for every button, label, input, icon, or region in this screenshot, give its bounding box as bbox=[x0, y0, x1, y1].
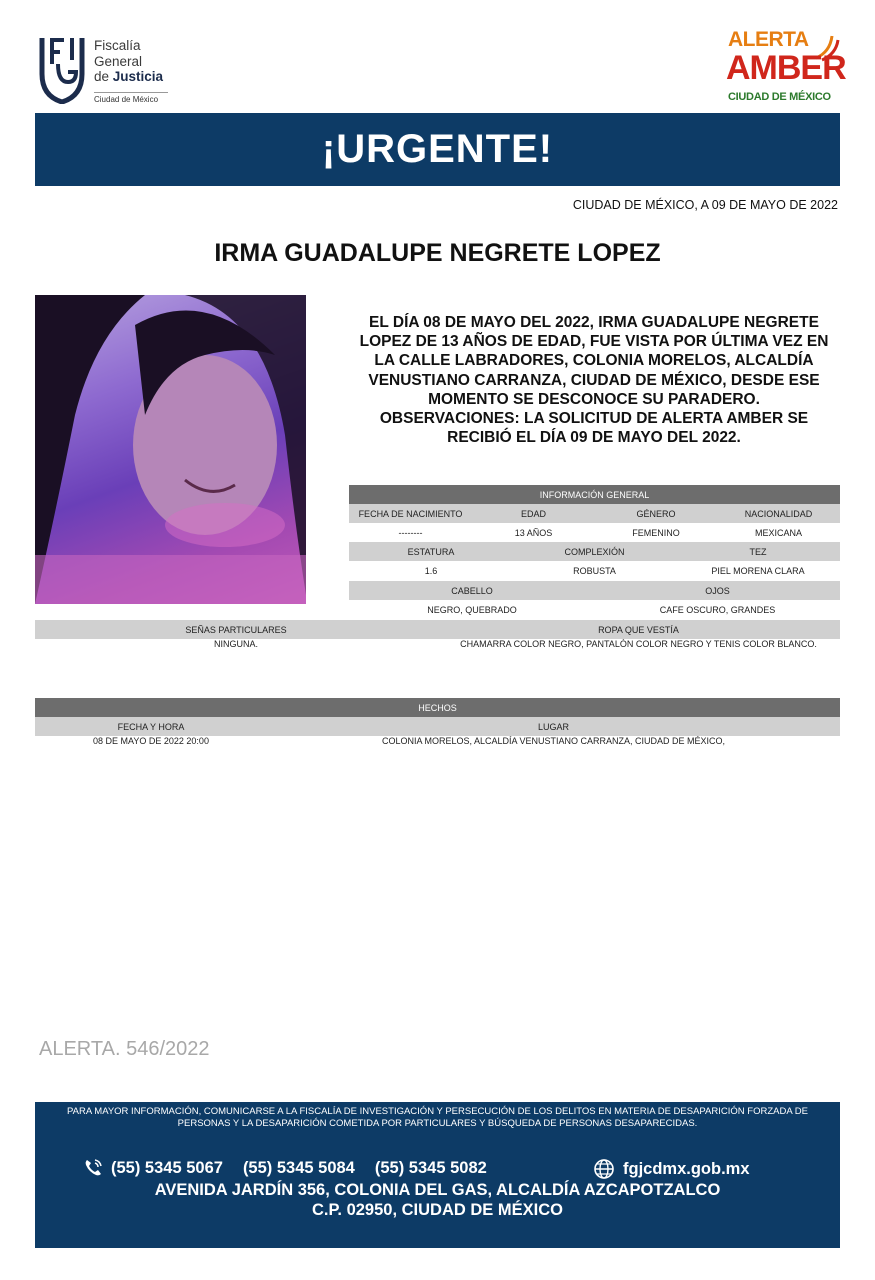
missing-person-name: IRMA GUADALUPE NEGRETE LOPEZ bbox=[214, 239, 661, 267]
website-link[interactable]: fgjcdmx.gob.mx bbox=[623, 1159, 750, 1178]
amber-line2: AMBER bbox=[726, 49, 846, 87]
marks-clothes-table bbox=[35, 620, 840, 651]
info-table-2 bbox=[349, 542, 840, 580]
footer-address bbox=[35, 1180, 840, 1220]
date-line: CIUDAD DE MÉXICO, A 09 DE MAYO DE 2022 bbox=[572, 198, 838, 212]
value-place: COLONIA MORELOS, ALCALDÍA VENUSTIANO CARRANZA, CIUDAD DE MÉXICO, bbox=[267, 736, 840, 748]
value-age: 13 AÑOS bbox=[472, 523, 595, 542]
fgj-line3 bbox=[94, 69, 163, 85]
fgj-line2: General bbox=[94, 53, 143, 69]
phone-3[interactable]: (55) 5345 5082 bbox=[374, 1158, 487, 1177]
fgj-line3b: Justicia bbox=[112, 69, 164, 84]
header-datetime: FECHA Y HORA bbox=[35, 717, 267, 736]
value-birth: -------- bbox=[349, 523, 472, 542]
header-height: ESTATURA bbox=[349, 542, 513, 561]
fgj-subtitle: Ciudad de México bbox=[94, 92, 168, 104]
case-description bbox=[356, 313, 832, 447]
value-height: 1.6 bbox=[349, 561, 513, 580]
header-place: LUGAR bbox=[267, 717, 840, 736]
value-hair: NEGRO, QUEBRADO bbox=[349, 600, 595, 619]
footer-info: PARA MAYOR INFORMACIÓN, COMUNICARSE A LA FISCALÍA DE INVESTIGACIÓN Y PERSECUCIÓN DE LOS DELITOS EN MATERIA DE DESAPARICIÓN FORZADA DE PERSONAS Y LA DESAPARICIÓN COMETIDA POR PARTICULARES Y BÚSQUEDA DE PERSONAS DESAPARECIDAS. bbox=[67, 1106, 808, 1129]
value-nationality: MEXICANA bbox=[717, 523, 840, 542]
alert-number: ALERTA. 546/2022 bbox=[39, 1038, 210, 1060]
fgj-wordmark bbox=[94, 38, 163, 85]
phone-2[interactable]: (55) 5345 5084 bbox=[242, 1158, 355, 1177]
fgj-logo bbox=[36, 34, 176, 108]
description-text: EL DÍA 08 DE MAYO DEL 2022, IRMA GUADALUPE NEGRETE LOPEZ DE 13 AÑOS DE EDAD, FUE VISTA POR ÚLTIMA VEZ EN LA CALLE LABRADORES, COLONIA MORELOS, ALCALDÍA VENUSTIANO CARRANZA, CIUDAD DE MÉXICO, DESDE ESE MOMENTO SE DESCONOCE SU PARADERO. bbox=[359, 314, 829, 408]
phone-1[interactable]: (55) 5345 5067 bbox=[111, 1158, 223, 1177]
header-age: EDAD bbox=[472, 504, 595, 523]
header-skin: TEZ bbox=[676, 542, 840, 561]
value-eyes: CAFE OSCURO, GRANDES bbox=[595, 600, 840, 619]
value-skin: PIEL MORENA CLARA bbox=[676, 561, 840, 580]
header-build: COMPLEXIÓN bbox=[513, 542, 676, 561]
value-datetime: 08 DE MAYO DE 2022 20:00 bbox=[35, 736, 267, 748]
address-line1: AVENIDA JARDÍN 356, COLONIA DEL GAS, ALCALDÍA AZCAPOTZALCO bbox=[154, 1181, 721, 1199]
fgj-line3a: de bbox=[94, 69, 113, 84]
amber-line1: ALERTA bbox=[728, 28, 809, 51]
urgent-banner: ¡URGENTE! bbox=[35, 113, 840, 186]
footer-phones bbox=[83, 1158, 507, 1178]
header-nationality: NACIONALIDAD bbox=[717, 504, 840, 523]
value-clothes: CHAMARRA COLOR NEGRO, PANTALÓN COLOR NEGRO Y TENIS COLOR BLANCO. bbox=[437, 639, 840, 651]
header-hair: CABELLO bbox=[349, 581, 595, 600]
footer bbox=[35, 1102, 840, 1248]
header-eyes: OJOS bbox=[595, 581, 840, 600]
info-title: INFORMACIÓN GENERAL bbox=[349, 485, 840, 504]
fgj-emblem-icon bbox=[36, 34, 88, 104]
observations-text: OBSERVACIONES: LA SOLICITUD DE ALERTA AMBER SE RECIBIÓ EL DÍA 09 DE MAYO DEL 2022. bbox=[379, 410, 809, 447]
facts-title: HECHOS bbox=[35, 698, 840, 717]
missing-person-photo bbox=[35, 295, 306, 604]
info-table-3 bbox=[349, 581, 840, 619]
photo-illustration bbox=[35, 295, 306, 604]
footer-web bbox=[593, 1158, 750, 1180]
value-marks: NINGUNA. bbox=[35, 639, 437, 651]
header-marks: SEÑAS PARTICULARES bbox=[35, 620, 437, 639]
address-line2: C.P. 02950, CIUDAD DE MÉXICO bbox=[312, 1201, 563, 1219]
alerta-amber-logo bbox=[726, 28, 846, 108]
amber-line3: CIUDAD DE MÉXICO bbox=[728, 91, 831, 103]
header-gender: GÉNERO bbox=[595, 504, 717, 523]
value-build: ROBUSTA bbox=[513, 561, 676, 580]
facts-table bbox=[35, 698, 840, 748]
header-clothes: ROPA QUE VESTÍA bbox=[437, 620, 840, 639]
info-table bbox=[349, 485, 840, 542]
globe-icon bbox=[593, 1158, 615, 1180]
header-birth: FECHA DE NACIMIENTO bbox=[349, 504, 472, 523]
fgj-line1: Fiscalía bbox=[94, 38, 141, 53]
value-gender: FEMENINO bbox=[595, 523, 717, 542]
phone-icon bbox=[83, 1158, 103, 1178]
